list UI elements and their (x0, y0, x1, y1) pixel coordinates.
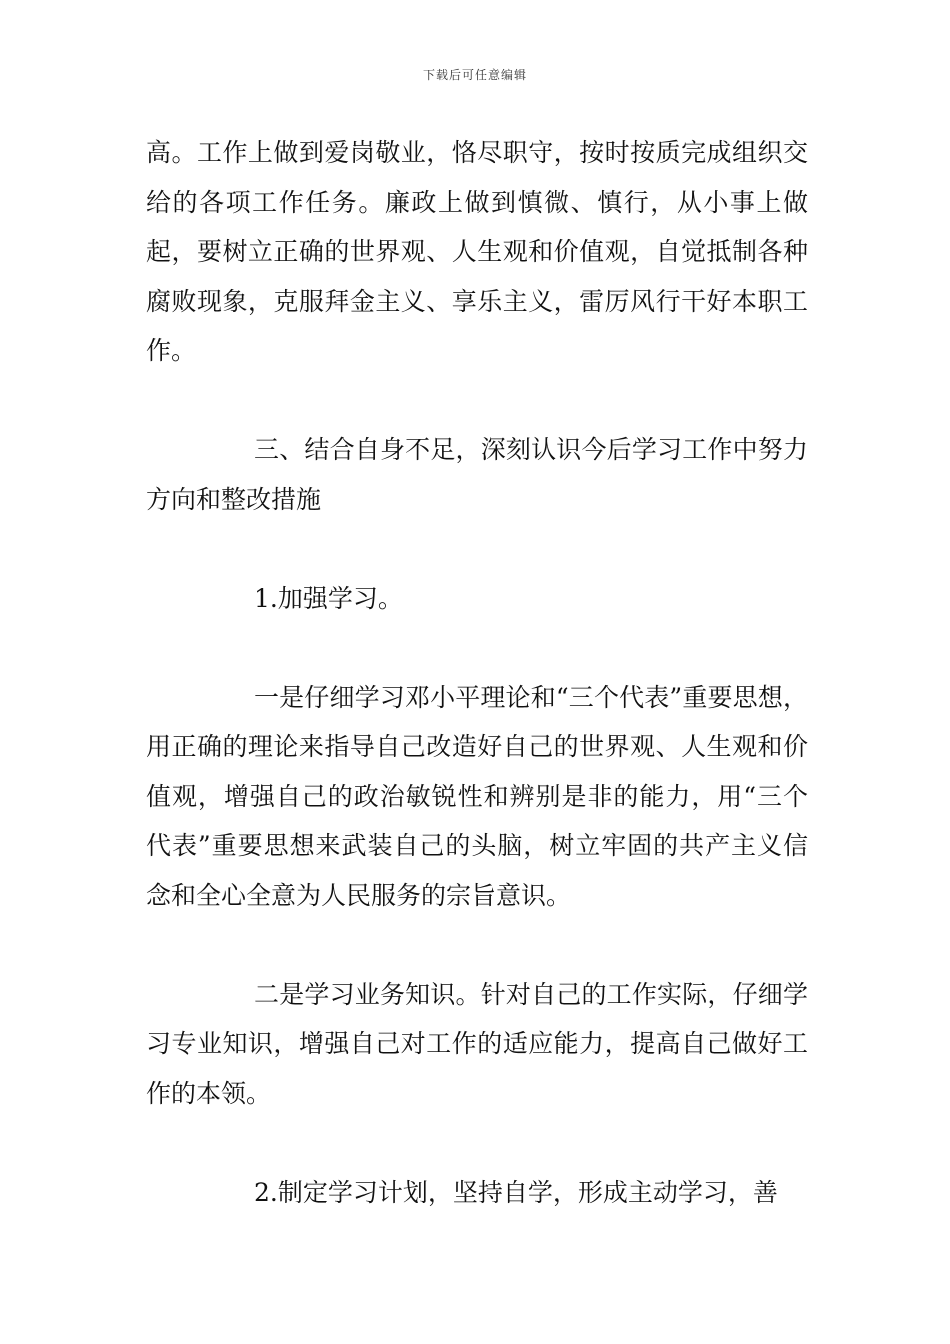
paragraph-gap (146, 524, 808, 574)
document-body (146, 128, 808, 1217)
section-heading: 三、结合自身不足，深刻认识今后学习工作中努力方向和整改措施 (146, 435, 808, 514)
paragraph-gap (146, 920, 808, 970)
paragraph-continuation: 高。工作上做到爱岗敬业，恪尽职守，按时按质完成组织交给的各项工作任务。廉政上做到慎微、慎行，从小事上做起，要树立正确的世界观、人生观和价值观，自觉抵制各种腐败现象，克服拜金主义、享乐主义，雷厉风行干好本职工作。 (146, 138, 808, 365)
subsection-heading: 2.制定学习计划，坚持自学，形成主动学习，善 (254, 1177, 778, 1207)
paragraph-gap (146, 1118, 808, 1168)
paragraph-gap (146, 623, 808, 673)
paragraph: 二是学习业务知识。针对自己的工作实际，仔细学习专业知识，增强自己对工作的适应能力，提高自己做好工作的本领。 (146, 979, 808, 1108)
paragraph-gap (146, 376, 808, 426)
paragraph: 一是仔细学习邓小平理论和“三个代表”重要思想，用正确的理论来指导自己改造好自己的世界观、人生观和价值观，增强自己的政治敏锐性和辨别是非的能力，用“三个代表”重要思想来武装自己的头脑，树立牢固的共产主义信念和全心全意为人民服务的宗旨意识。 (146, 682, 808, 910)
subsection-heading: 1.加强学习。 (254, 583, 403, 613)
page-header: 下载后可任意编辑 (422, 68, 527, 82)
